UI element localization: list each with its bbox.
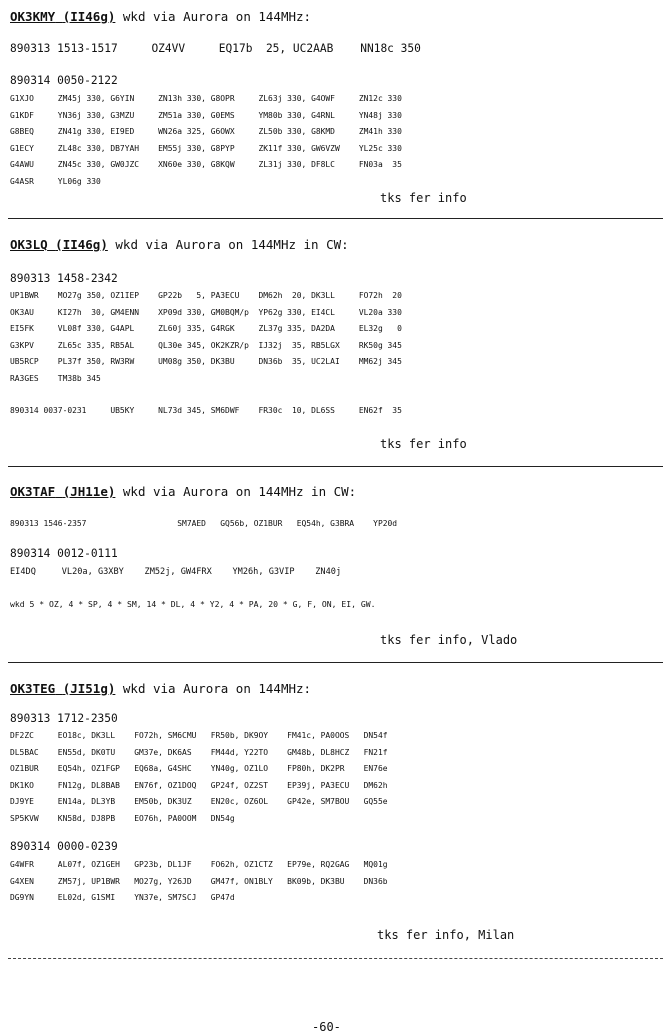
section-header xyxy=(10,238,349,252)
log-line: G1XJO ZM45j 330, G6YIN ZN13h 330, G8OPR ZL63j 330, G4OWF ZN12c 330 xyxy=(10,94,402,103)
thanks-note: tks fer info xyxy=(380,191,467,205)
section-header xyxy=(10,10,311,24)
section-divider xyxy=(8,662,663,663)
section-callsign: OK3LQ (II46g) xyxy=(10,237,108,252)
log-line: 890314 0000-0239 xyxy=(10,840,118,853)
log-line: G3KPV ZL65c 335, RB5AL QL30e 345, OK2KZR/p IJ32j 35, RB5LGX RK50g 345 xyxy=(10,340,402,350)
log-line: 890313 1513-1517 OZ4VV EQ17b 25, UC2AAB NN18c 350 xyxy=(10,42,421,55)
log-line: wkd 5 * OZ, 4 * SP, 4 * SM, 14 * DL, 4 * Y2, 4 * PA, 20 * G, F, ON, EI, GW. xyxy=(10,599,376,609)
log-line: RA3GES TM38b 345 xyxy=(10,373,101,383)
log-line: UP1BWR MO27g 350, OZ1IEP GP22b 5, PA3ECU DM62h 20, DK3LL FO72h 20 xyxy=(10,291,402,300)
log-line: G1KDF YN36j 330, G3MZU ZM51a 330, G0EMS YM80b 330, G4RNL YN48j 330 xyxy=(10,110,402,120)
log-line: G1ECY ZL48c 330, DB7YAH EM55j 330, G8PYP ZK11f 330, GW6VZW YL25c 330 xyxy=(10,143,402,153)
log-line: 890314 0050-2122 xyxy=(10,74,118,87)
section-title: wkd via Aurora on 144MHz in CW: xyxy=(122,484,357,499)
log-line: UB5RCP PL37f 350, RW3RW UM08g 350, DK3BU DN36b 35, UC2LAI MM62j 345 xyxy=(10,357,402,366)
log-line: OZ1BUR EQ54h, OZ1FGP EQ68a, G4SHC YN40g, OZ1LO FP80h, DK2PR EN76e xyxy=(10,764,388,773)
log-line: DL5BAC EN55d, DK0TU GM37e, DK6AS FM44d, Y22TO GM48b, DL8HCZ FN21f xyxy=(10,747,388,757)
log-line: G4WFR AL07f, OZ1GEH GP23b, DL1JF FO62h, OZ1CTZ EP79e, RQ2GAG MQ01g xyxy=(10,860,388,869)
log-line: EI5FK VL08f 330, G4APL ZL60j 335, G4RGK ZL37g 335, DA2DA EL32g 0 xyxy=(10,324,402,333)
log-line: SP5KVW KN58d, DJ8PB EO76h, PA0OOM DN54g xyxy=(10,813,235,823)
section-title: wkd via Aurora on 144MHz in CW: xyxy=(115,237,349,252)
thanks-note: tks fer info, Vlado xyxy=(380,633,518,647)
thanks-note: tks fer info, Milan xyxy=(377,928,515,942)
log-line: DJ9YE EN14a, DL3YB EM50b, DK3UZ EN20c, OZ6OL GP42e, SM7BOU GQ55e xyxy=(10,797,388,806)
section-divider xyxy=(8,466,663,467)
log-line: G8BEQ ZN41g 330, EI9ED WN26a 325, G6OWX ZL50b 330, G8KMD ZM41h 330 xyxy=(10,127,402,136)
log-line: OK3AU KI27h 30, GM4ENN XP09d 330, GM0BQM/p YP62g 330, EI4CL VL20a 330 xyxy=(10,307,402,317)
log-line: G4AWU ZN45c 330, GW0JZC XN60e 330, G8KQW ZL31j 330, DF8LC FN03a 35 xyxy=(10,160,402,169)
section-title: wkd via Aurora on 144MHz: xyxy=(122,681,312,696)
log-line: 890314 0037-0231 UB5KY NL73d 345, SM6DWF FR30c 10, DL6SS EN62f 35 xyxy=(10,406,402,415)
section-divider xyxy=(8,958,663,959)
section-header xyxy=(10,682,311,696)
section-callsign: OK3TEG (JI51g) xyxy=(10,681,116,696)
log-line: 890313 1458-2342 xyxy=(10,272,118,285)
log-line: 890313 1546-2357 SM7AED GQ56b, OZ1BUR EQ54h, G3BRA YP20d xyxy=(10,519,398,528)
section-divider xyxy=(8,218,663,219)
thanks-note: tks fer info xyxy=(380,437,467,451)
section-callsign: OK3TAF (JH11e) xyxy=(10,484,116,499)
section-callsign: OK3KMY (II46g) xyxy=(10,9,116,24)
section-title: wkd via Aurora on 144MHz: xyxy=(122,9,312,24)
section-header xyxy=(10,485,356,499)
log-line: G4XEN ZM57j, UP1BWR MO27g, Y26JD GM47f, ON1BLY BK09b, DK3BU DN36b xyxy=(10,876,388,886)
log-line: 890314 0012-0111 xyxy=(10,547,118,560)
log-line: DG9YN EL02d, G1SMI YN37e, SM7SCJ GP47d xyxy=(10,893,235,902)
log-line: DF2ZC EO18c, DK3LL FO72h, SM6CMU FR50b, DK9OY FM41c, PA0OOS DN54f xyxy=(10,731,388,740)
page-number: -60- xyxy=(312,1020,341,1034)
log-line: G4ASR YL06g 330 xyxy=(10,176,101,186)
log-line: EI4DQ VL20a, G3XBY ZM52j, GW4FRX YM26h, G3VIP ZN40j xyxy=(10,567,342,577)
log-line: DK1KO FN12g, DL8BAB EN76f, OZ1DOQ GP24f, OZ2ST EP39j, PA3ECU DM62h xyxy=(10,780,388,790)
log-line: 890313 1712-2350 xyxy=(10,712,118,725)
